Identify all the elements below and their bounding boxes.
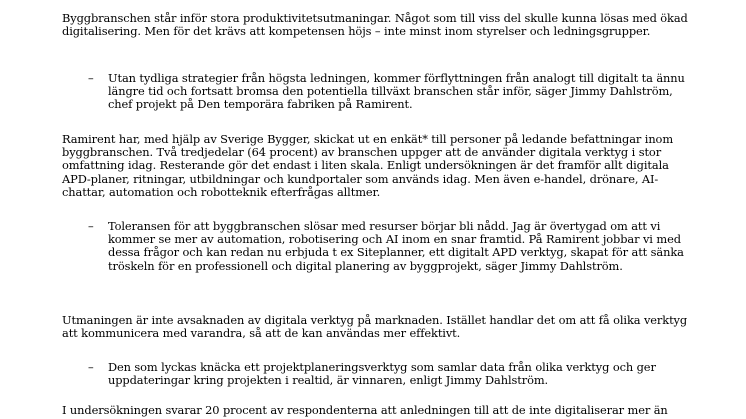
quote-block-2: [88, 220, 688, 273]
dash-marker: –: [88, 219, 94, 233]
quote-text: Den som lyckas knäcka ett projektplaneringsverktyg som samlar data från olika verktyg och ger uppdateringar kring projekten i realtid, är vinnaren, enligt Jimmy Dahlström.: [108, 360, 656, 388]
paragraph-survey: Ramirent har, med hjälp av Sverige Bygger, skickat ut en enkät* till personer på ledande befattningar inom byggbranschen. Två tredjedelar (64 procent) av branschen uppger att de använder digitala verktyg i stor omfattning idag. Resterande gör det endast i liten skala. Enligt undersökningen är det framför allt digitala APD-planer, ritningar, utbildningar och kundportaler som används idag. Men även e-handel, drönare, AI-chattar, automation och robotteknik efterfrågas alltmer.: [62, 132, 674, 199]
paragraph-intro: Byggbranschen står inför stora produktivitetsutmaningar. Något som till viss del skulle kunna lösas med ökad digitalisering. Men för det krävs att kompetensen höjs – inte minst inom styrelser och ledningsgrupper.: [62, 11, 688, 39]
dash-marker: –: [88, 360, 94, 374]
quote-block-1: [88, 72, 688, 112]
quote-text: Toleransen för att byggbranschen slösar med resurser börjar bli nådd. Jag är övertygad om att vi kommer se mer av automation, robotisering och AI inom en snar framtid. På Ramirent jobbar vi med dessa frågor och kan redan nu erbjuda t ex Siteplanner, ett digitalt APD verktyg, skapat för att sänka tröskeln för en professionell och digital planering av byggprojekt, säger Jimmy Dahlström.: [108, 219, 684, 273]
paragraph-challenge: Utmaningen är inte avsaknaden av digitala verktyg på marknaden. Istället handlar det om att få olika verktyg att kommunicera med varandra, så att de kan användas mer effektivt.: [62, 313, 688, 341]
paragraph-findings: I undersökningen svarar 20 procent av respondenterna att anledningen till att de inte digitaliserar mer än: [62, 403, 668, 417]
dash-marker: –: [88, 71, 94, 85]
quote-block-3: [88, 361, 688, 387]
quote-text: Utan tydliga strategier från högsta ledningen, kommer förflyttningen från analogt till digitalt ta ännu längre tid och fortsatt bromsa den potentiella tillväxt branschen står inför, säger Jimmy Dahlström, chef projekt på Den temporära fabriken på Ramirent.: [108, 71, 685, 112]
